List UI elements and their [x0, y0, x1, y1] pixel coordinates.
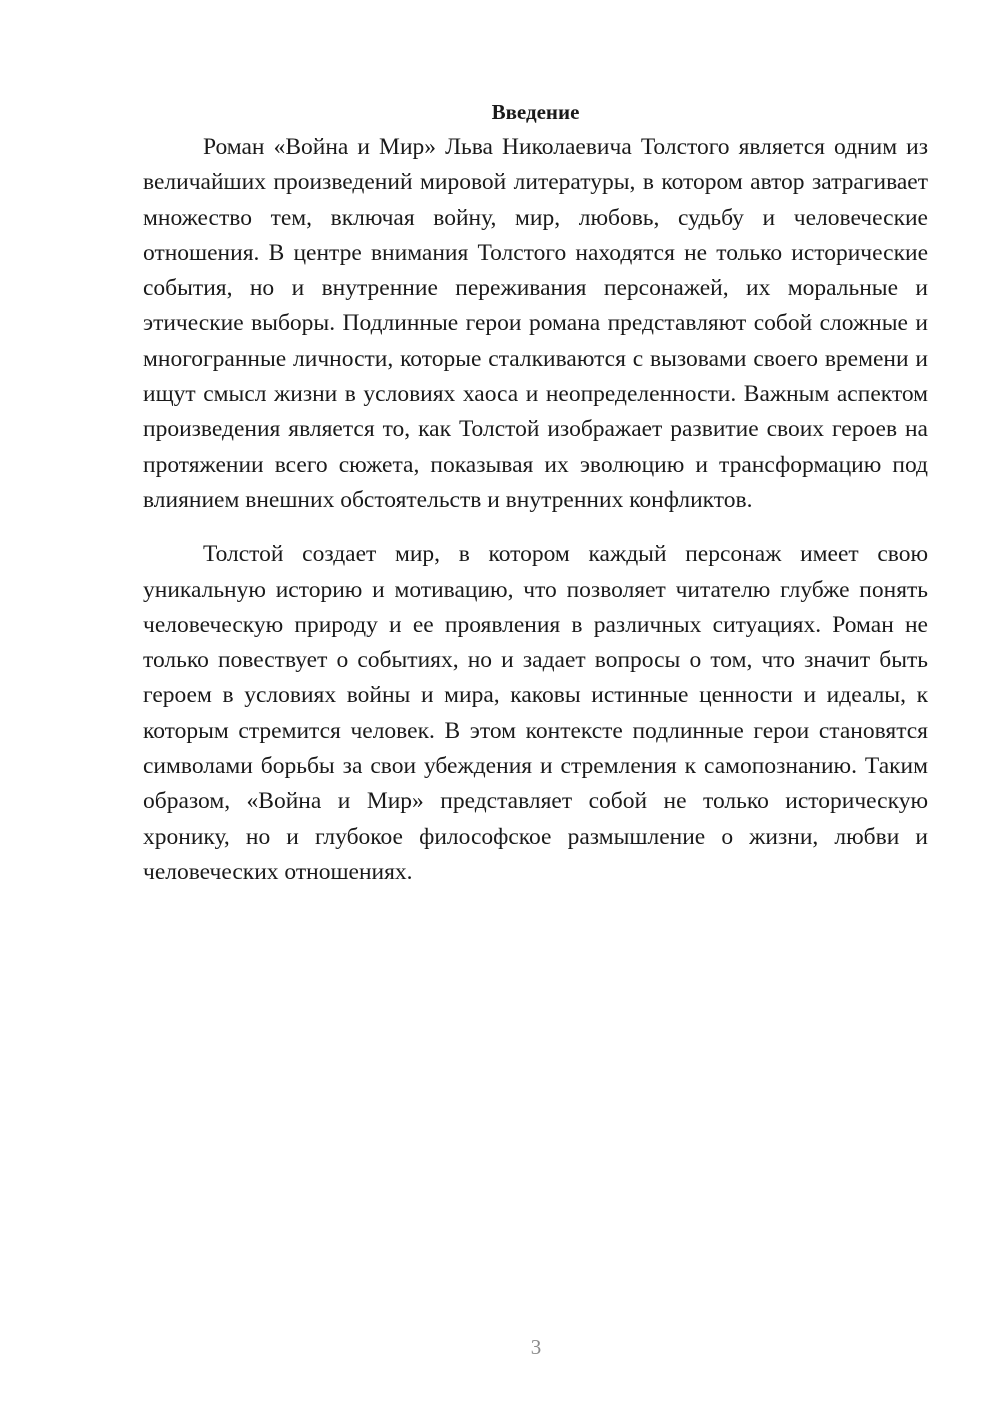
section-heading: Введение: [491, 100, 580, 124]
paragraph-1: Роман «Война и Мир» Льва Николаевича Толстого является одним из величайших произведений мировой литературы, в котором автор затрагивает множество тем, включая войну, мир, любовь, судьбу и человеческие отношения. В центре внимания Толстого находятся не только исторические события, но и внутренние переживания персонажей, их моральные и этические выборы. Подлинные герои романа представляют собой сложные и многогранные личности, которые сталкиваются с вызовами своего времени и ищут смысл жизни в условиях хаоса и неопределенности. Важным аспектом произведения является то, как Толстой изображает развитие своих героев на протяжении всего сюжета, показывая их эволюцию и трансформацию под влиянием внешних обстоятельств и внутренних конфликтов.: [143, 134, 928, 513]
paragraph-2: Толстой создает мир, в котором каждый персонаж имеет свою уникальную историю и мотивацию, что позволяет читателю глубже понять человеческую природу и ее проявления в различных ситуациях. Роман не только повествует о событиях, но и задает вопросы о том, что значит быть героем в условиях войны и мира, каковы истинные ценности и идеалы, к которым стремится человек. В этом контексте подлинные герои становятся символами борьбы за свои убеждения и стремления к самопознанию. Таким образом, «Война и Мир» представляет собой не только историческую хронику, но и глубокое философское размышление о жизни, любви и человеческих отношениях.: [143, 541, 928, 885]
document-body: [143, 98, 928, 890]
page-number: 3: [530, 1335, 542, 1359]
